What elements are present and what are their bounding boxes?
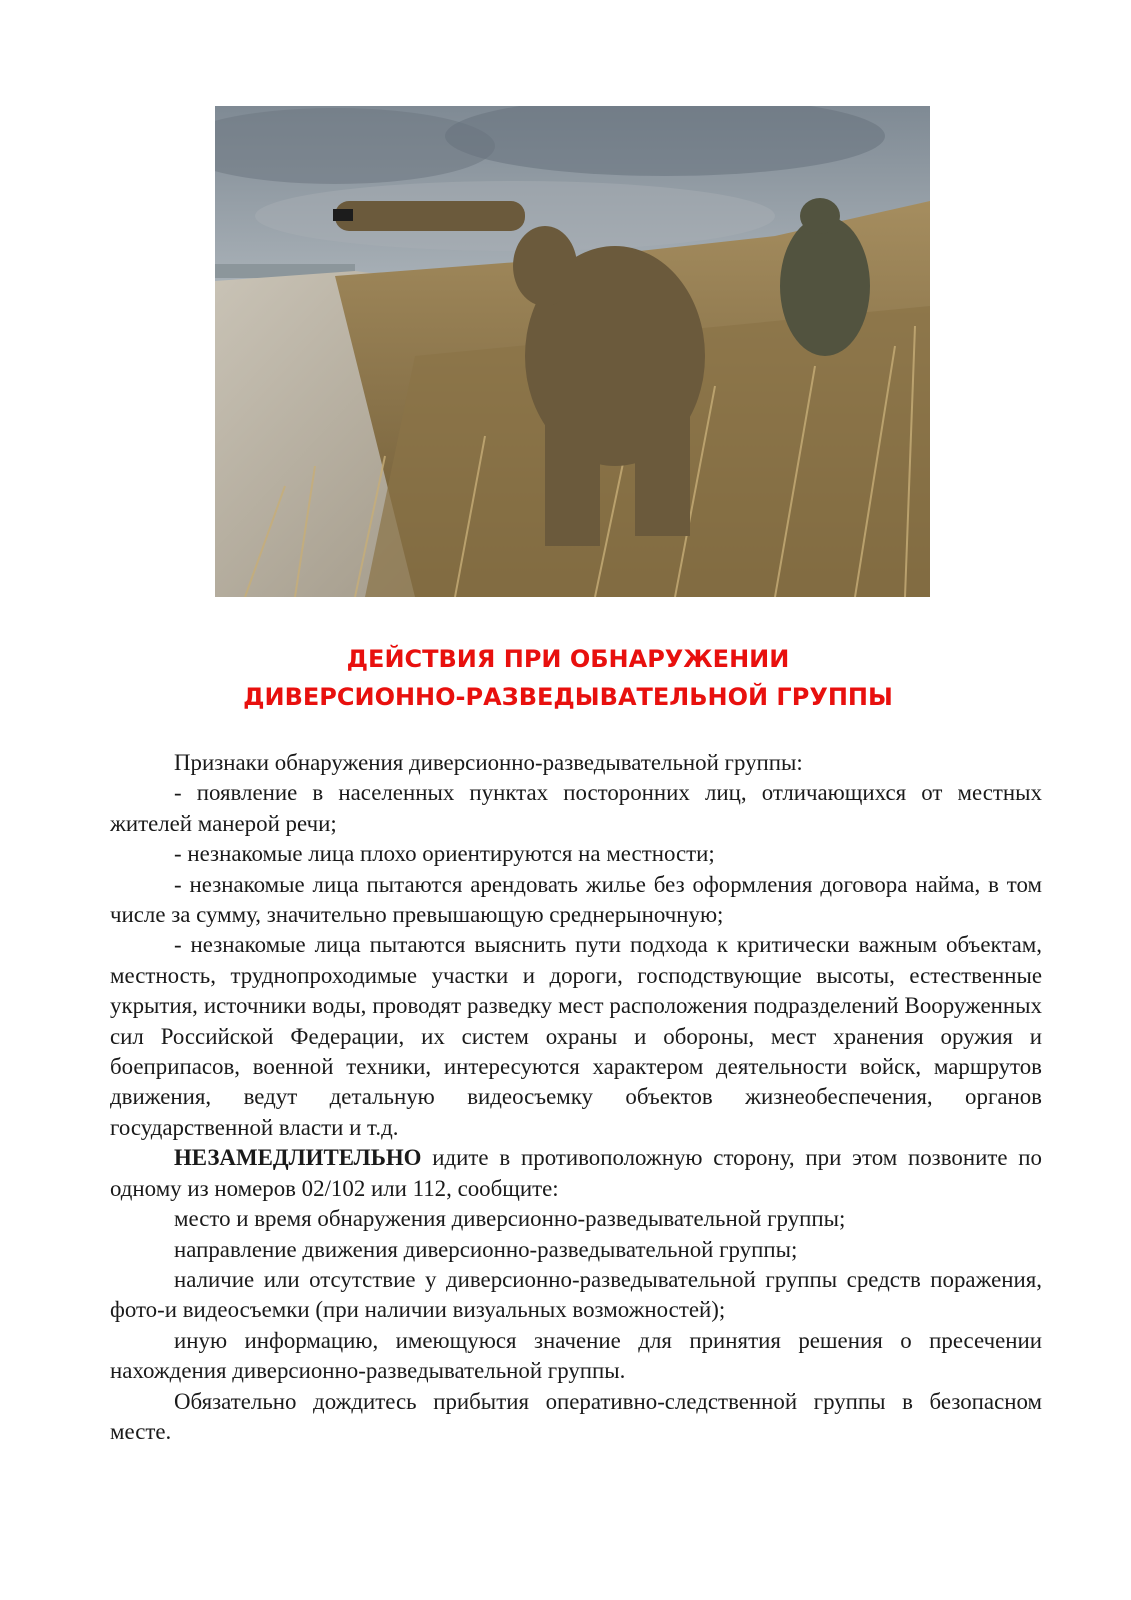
- sign-1: - появление в населенных пунктах посторонних лиц, отличающихся от местных жителей манерой речи;: [110, 780, 1042, 836]
- title-line-2: ДИВЕРСИОННО-РАЗВЕДЫВАТЕЛЬНОЙ ГРУППЫ: [243, 683, 893, 711]
- photo-camouflaged-soldiers: [215, 106, 930, 597]
- intro-paragraph: Признаки обнаружения диверсионно-разведывательной группы:: [174, 750, 803, 775]
- sign-4: - незнакомые лица пытаются выяснить пути подхода к критически важным объектам, местность, труднопроходимые участки и дороги, господствующие высоты, естественные укрытия, источники воды, проводят разведку мест расположения подразделений Вооруженных сил Российской Федерации, их систем охраны и обороны, мест хранения оружия и боеприпасов, военной техники, интересуются характером деятельности войск, маршрутов движения, ведут детальную видеосъемку объектов жизнеобеспечения, органов государственной власти и т.д.: [110, 932, 1042, 1140]
- action-emphasis: НЕЗАМЕДЛИТЕЛЬНО: [174, 1145, 422, 1171]
- body-text: [110, 748, 1042, 1447]
- report-item-4: иную информацию, имеющуюся значение для принятия решения о пресечении нахождения диверсионно-разведывательной группы.: [110, 1327, 1042, 1384]
- title-line-1: ДЕЙСТВИЯ ПРИ ОБНАРУЖЕНИИ: [346, 645, 790, 673]
- page-title: [110, 640, 1026, 716]
- report-item-1: место и время обнаружения диверсионно-разведывательной группы;: [174, 1206, 846, 1232]
- action-text: идите в противоположную сторону, при этом позвоните по одному из номеров 02/102 или 112, сообщите:: [110, 1145, 1042, 1201]
- report-item-2: направление движения диверсионно-разведывательной группы;: [174, 1236, 798, 1262]
- action-paragraph: [110, 1143, 1042, 1204]
- sign-3: - незнакомые лица пытаются арендовать жилье без оформления договора найма, в том числе за сумму, значительно превышающую среднерыночную;: [110, 871, 1042, 928]
- report-item-3: наличие или отсутствие у диверсионно-разведывательной группы средств поражения, фото-и видеосъемки (при наличии визуальных возможностей);: [110, 1266, 1042, 1323]
- sign-2: - незнакомые лица плохо ориентируются на местности;: [174, 841, 715, 867]
- closing-paragraph: Обязательно дождитесь прибытия оперативно-следственной группы в безопасном месте.: [110, 1388, 1042, 1444]
